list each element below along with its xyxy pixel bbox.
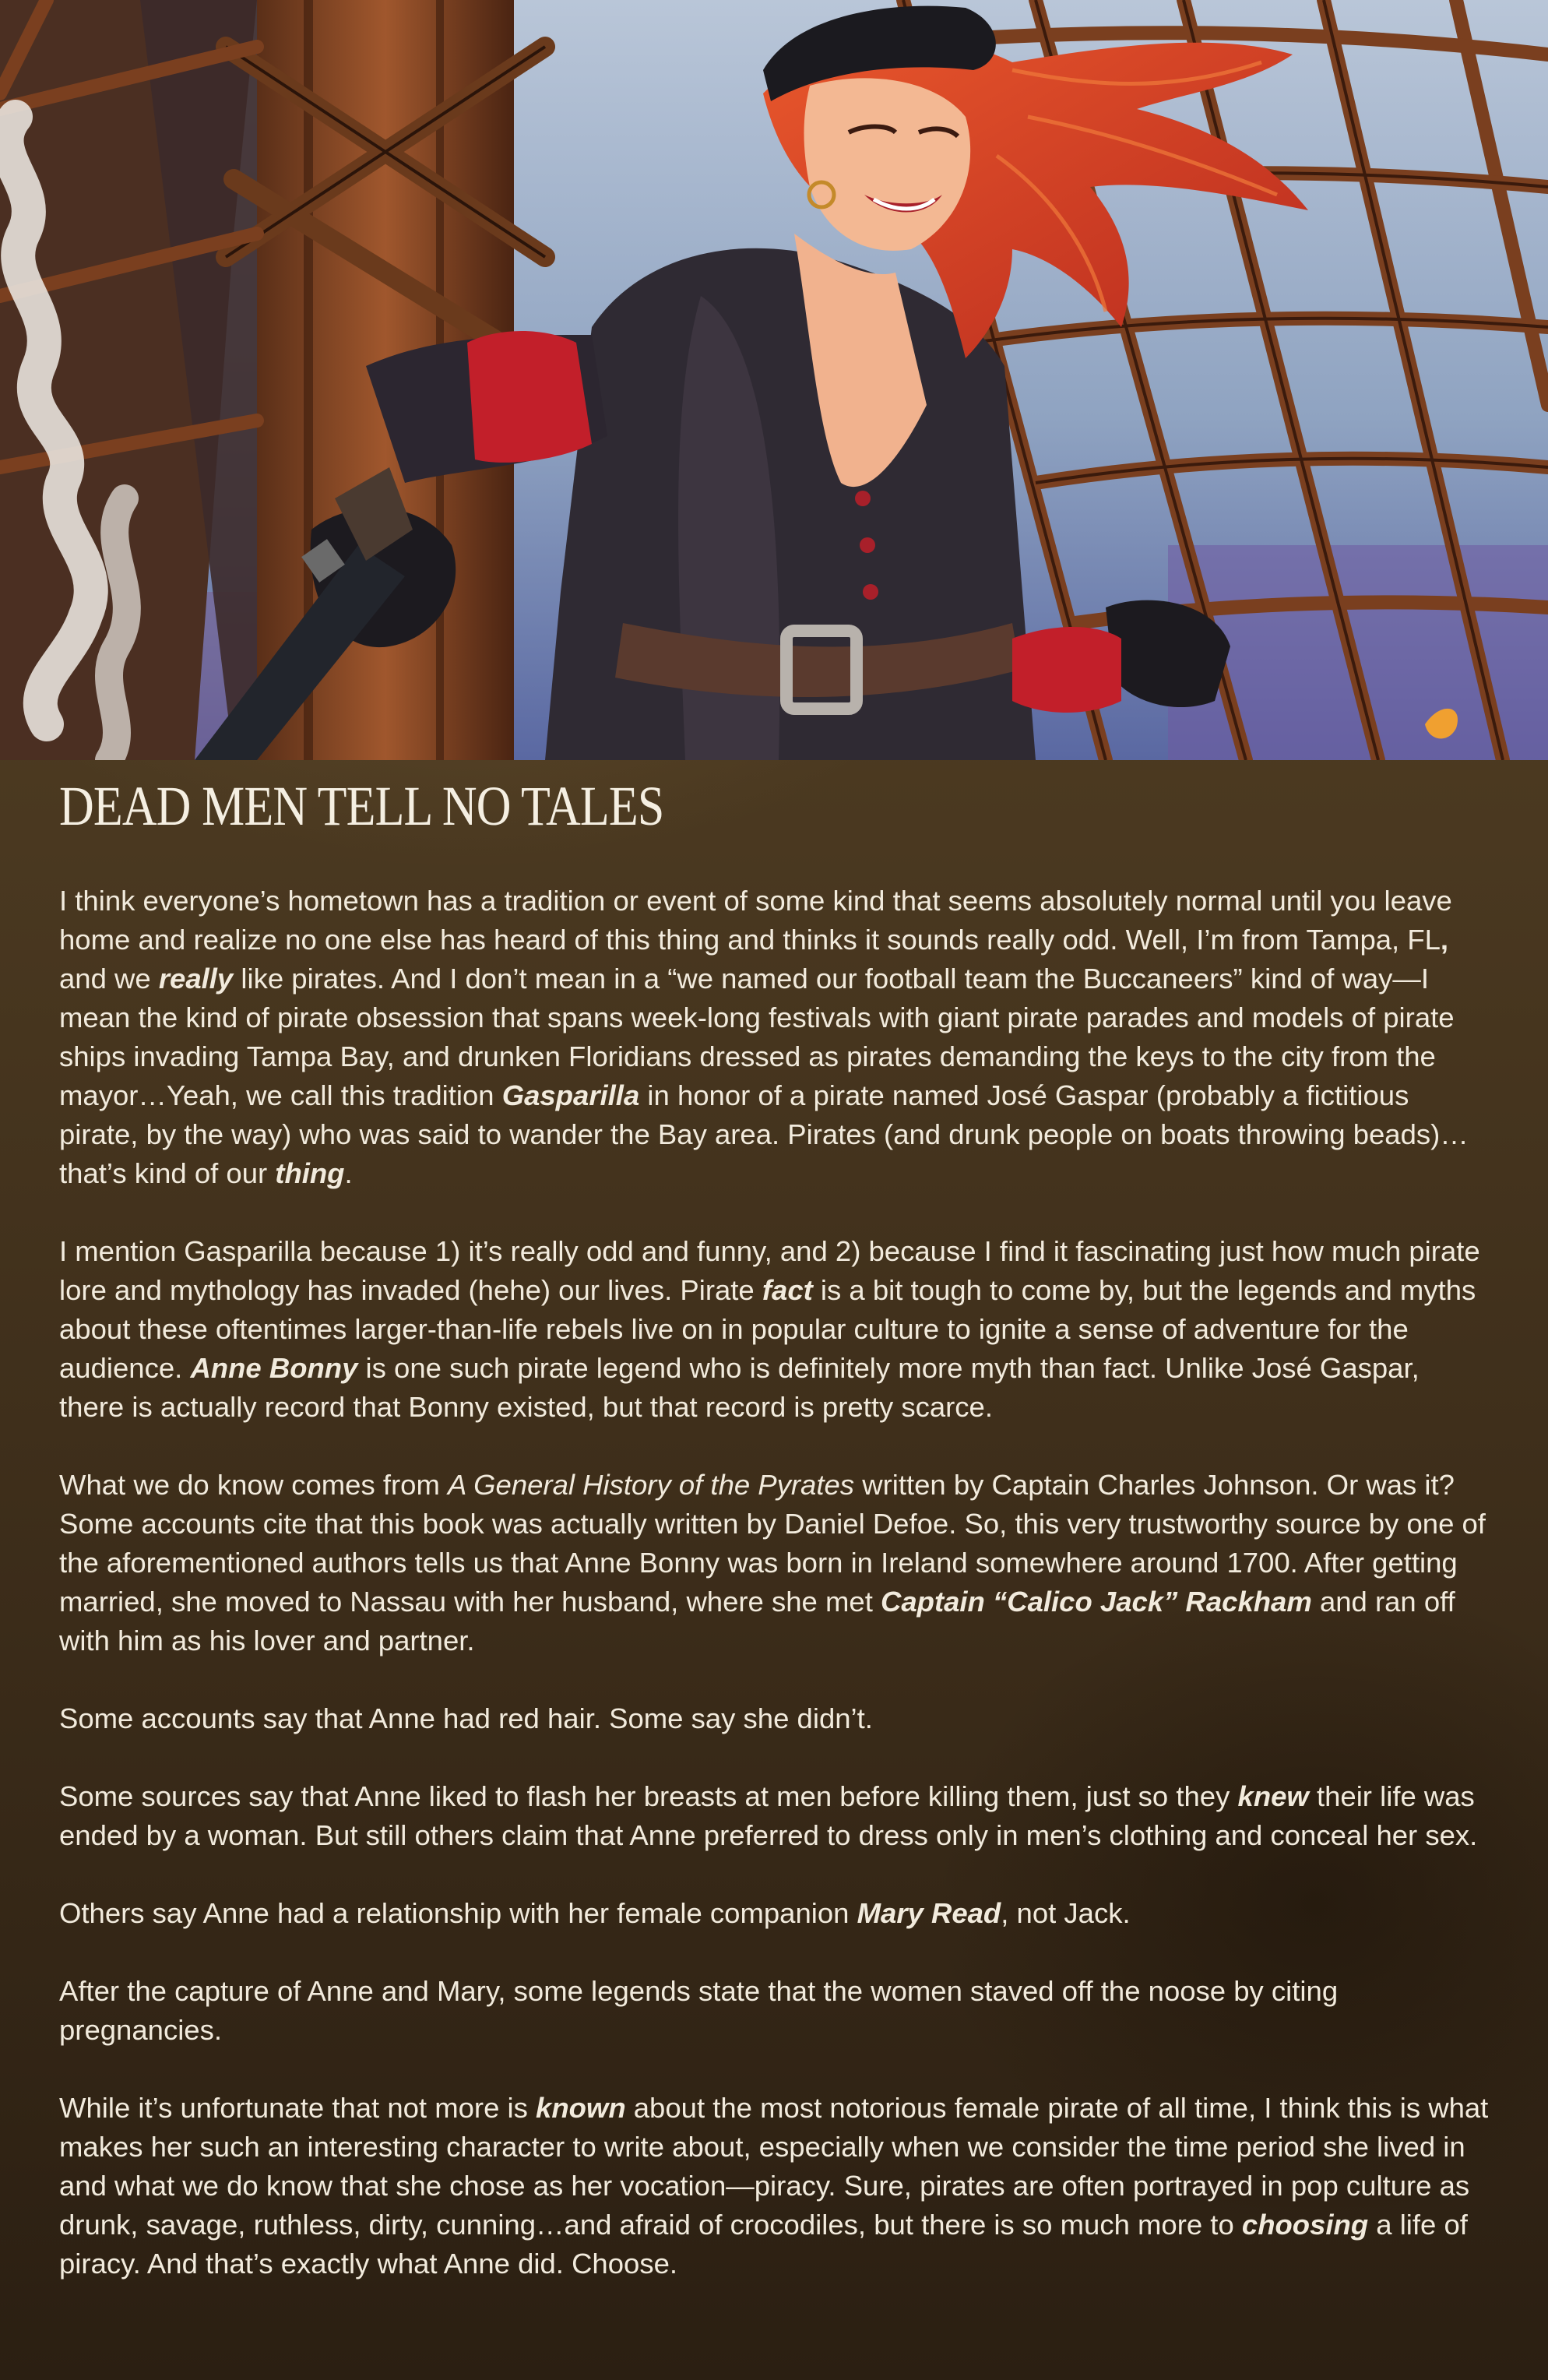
book-title-italic: A General History of the Pyrates	[448, 1469, 855, 1501]
text-run: is one such pirate legend who is definitely more myth than fact. Unlike José Gaspar, there is actually record that Bonny existed, but that record is pretty scarce.	[59, 1352, 1420, 1423]
text-run: written by Captain Charles Johnson. Or was it? Some accounts cite that this book was actually written by Daniel Defoe. So, this very trustworthy source by one of the aforementioned authors tells us that Anne Bonny was born in Ireland somewhere around 1700. After getting married, she moved to Nassau with her husband, where she met	[59, 1469, 1486, 1618]
article-title: DEAD MEN TELL NO TALES	[59, 775, 664, 837]
pirate-woman-image	[0, 0, 1548, 760]
emphasis-bold-italic: Captain “Calico Jack” Rackham	[880, 1586, 1312, 1618]
paragraph	[59, 1777, 1489, 1855]
text-run: about the most notorious female pirate of all time, I think this is what makes her such an interesting character to write about, especially when we consider the time period she lived in and what we do know that she chose as her vocation—piracy. Sure, pirates are often portrayed in pop culture as drunk, savage, ruthless, dirty, cunning…and afraid of crocodiles, but there is so much more to	[59, 2092, 1489, 2241]
paragraph	[59, 1232, 1489, 1427]
text-run: Others say Anne had a relationship with her female companion	[59, 1897, 857, 1929]
text-run: .	[344, 1157, 353, 1189]
emphasis-bold-italic: Anne Bonny	[190, 1352, 358, 1384]
emphasis-bold-italic: fact	[762, 1274, 813, 1306]
emphasis-bold: ,	[1440, 924, 1449, 956]
paragraph	[59, 2089, 1489, 2283]
emphasis-bold-italic: knew	[1237, 1780, 1309, 1812]
emphasis-bold-italic: Gasparilla	[501, 1079, 640, 1111]
red-cuff	[467, 331, 592, 463]
paragraph	[59, 1699, 1489, 1738]
paragraph	[59, 1466, 1489, 1660]
text-run: like pirates. And I don’t mean in a “we named our football team the Buccaneers” kind of way—I mean the kind of pirate obsession that spans week-long festivals with giant pirate parades and models of pirate ships invading Tampa Bay, and drunken Floridians dressed as pirates demanding the keys to the city from the mayor…Yeah, we call this tradition	[59, 963, 1455, 1111]
text-run: Some sources say that Anne liked to flash her breasts at men before killing them, just so they	[59, 1780, 1238, 1812]
paragraph	[59, 1972, 1489, 2050]
text-run: While it’s unfortunate that not more is	[59, 2092, 537, 2124]
text-run: I mention Gasparilla because 1) it’s really odd and funny, and 2) because I find it fascinating just how much pirate lore and mythology has invaded (hehe) our lives. Pirate	[59, 1235, 1480, 1306]
article	[59, 771, 1489, 2322]
text-run: , not Jack.	[1001, 1897, 1131, 1929]
text-run: is a bit tough to come by, but the legends and myths about these oftentimes larger-than-life rebels live on in popular culture to ignite a sense of adventure for the audience.	[59, 1274, 1476, 1384]
emphasis-bold-italic: thing	[275, 1157, 345, 1189]
text-run: and ran off with him as his lover and partner.	[59, 1586, 1455, 1656]
text-run: and we	[59, 963, 159, 995]
text-run: a life of piracy. And that’s exactly what Anne did. Choose.	[59, 2209, 1468, 2280]
emphasis-bold-italic: Mary Read	[857, 1897, 1001, 1929]
text-run: What we do know comes from	[59, 1469, 449, 1501]
emphasis-bold-italic: choosing	[1241, 2209, 1369, 2241]
text-run: I think everyone’s hometown has a tradition or event of some kind that seems absolutely normal until you leave home and realize no one else has heard of this thing and thinks it sounds really odd. Well, I’m from Tampa, FL	[59, 885, 1452, 956]
text-run: their life was ended by a woman. But still others claim that Anne preferred to dress only in men’s clothing and conceal her sex.	[59, 1780, 1478, 1851]
text-run: After the capture of Anne and Mary, some legends state that the women staved off the noose by citing pregnancies.	[59, 1975, 1339, 2046]
emphasis-bold-italic: really	[158, 963, 234, 995]
pirate-illustration	[0, 0, 1548, 760]
paragraph	[59, 1894, 1489, 1933]
text-run: Some accounts say that Anne had red hair. Some say she didn’t.	[59, 1702, 873, 1734]
emphasis-bold-italic: known	[536, 2092, 626, 2124]
article-body	[59, 882, 1489, 2283]
paragraph	[59, 882, 1489, 1193]
text-run: in honor of a pirate named José Gaspar (probably a fictitious pirate, by the way) who was said to wander the Bay area. Pirates (and drunk people on boats throwing beads)…that’s kind of our	[59, 1079, 1469, 1189]
